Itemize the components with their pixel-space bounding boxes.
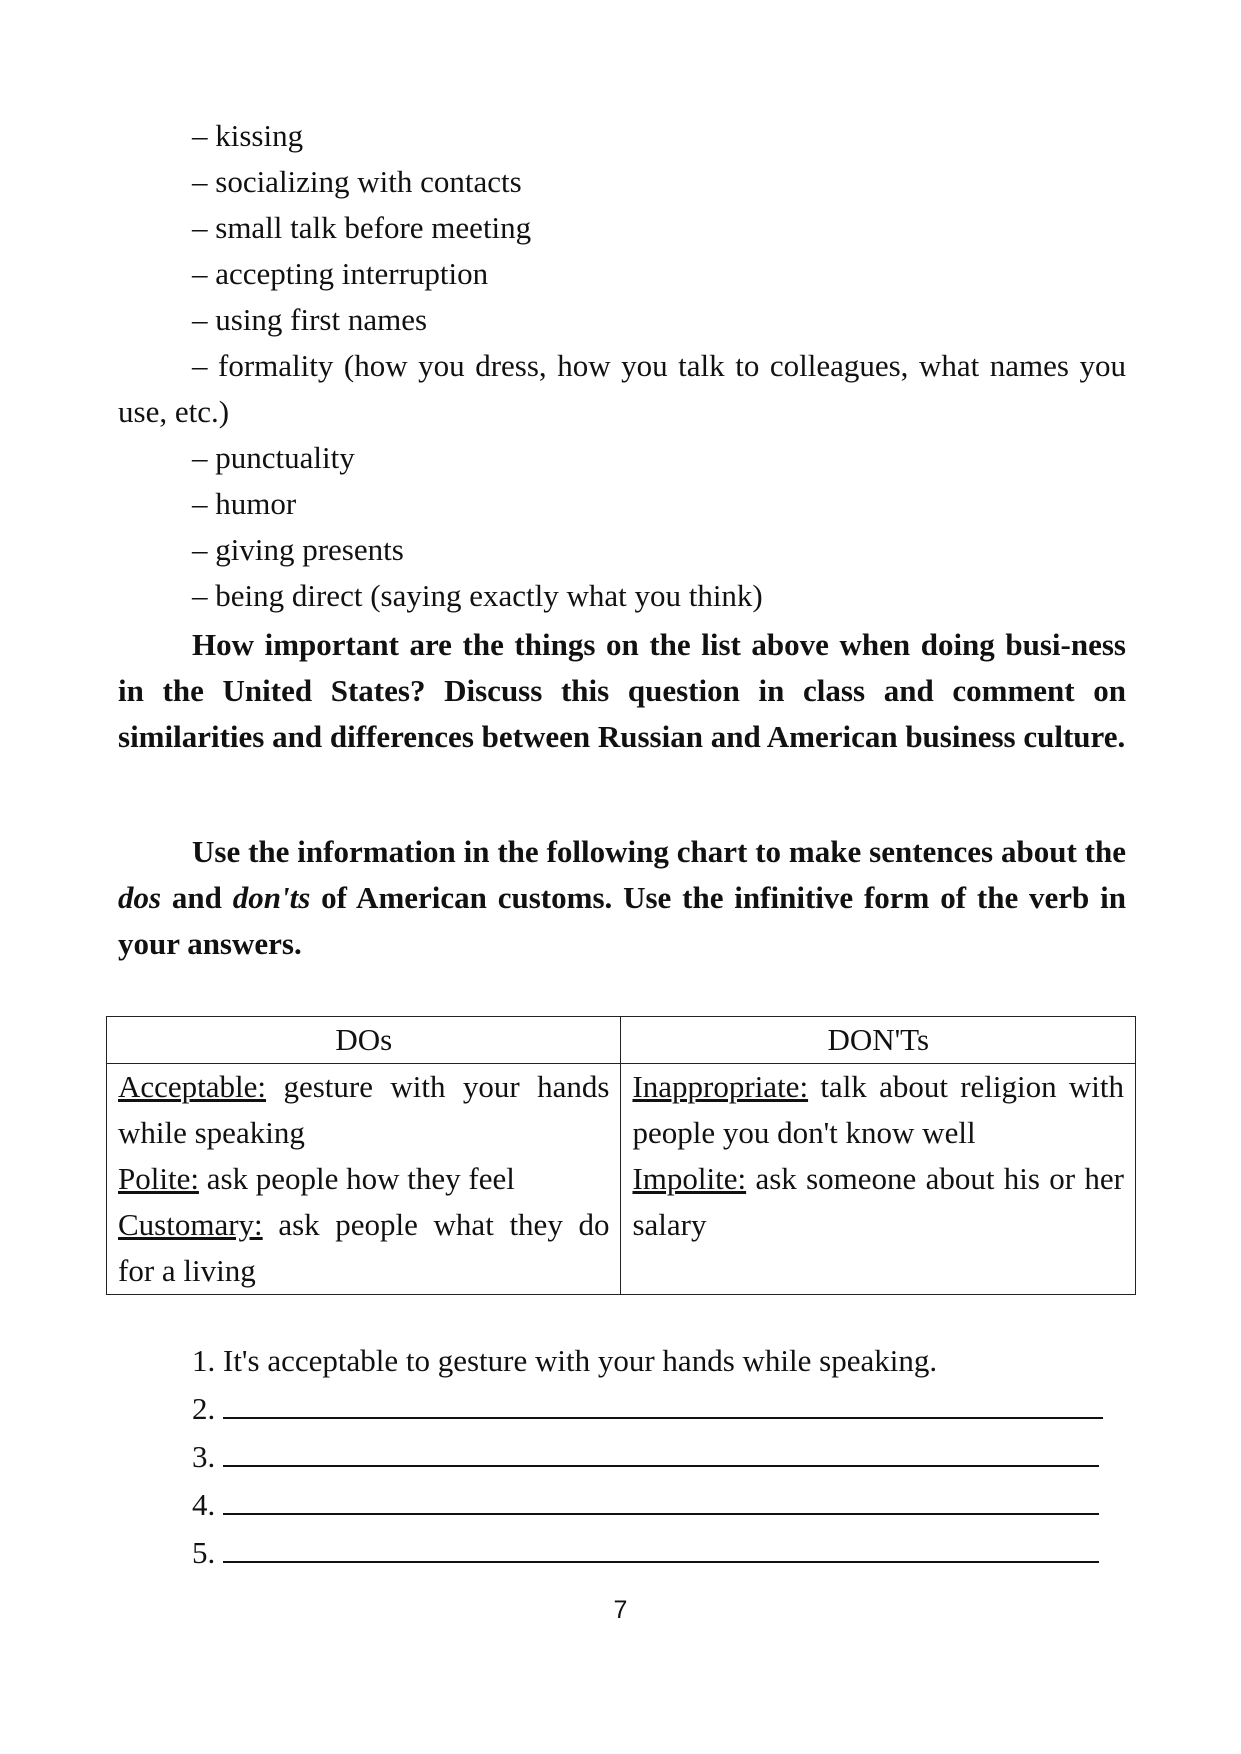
chart-instruction xyxy=(118,829,1126,967)
donts-cell xyxy=(621,1064,1136,1295)
answer-line xyxy=(192,1528,1122,1576)
list-item: – being direct (saying exactly what you think) xyxy=(192,578,763,613)
dos-donts-table xyxy=(106,1016,1136,1295)
entry-label: Customary: xyxy=(118,1207,263,1242)
list-item: – using first names xyxy=(192,302,428,337)
answer-line xyxy=(192,1432,1122,1480)
entry-text: ask someone about his or her salary xyxy=(632,1161,1124,1242)
entry-text: ask people what they do for a living xyxy=(118,1207,610,1288)
list-item: – accepting interruption xyxy=(192,256,489,291)
dos-cell xyxy=(107,1064,621,1295)
answer-line xyxy=(192,1338,1122,1384)
entry-label: Inappropriate: xyxy=(632,1069,809,1104)
answer-line xyxy=(192,1480,1122,1528)
dos-entry xyxy=(118,1156,609,1202)
answer-blank[interactable] xyxy=(223,1480,1099,1515)
list-item: – formality (how you dress, how you talk to colleagues, what names you use, etc.) xyxy=(118,348,1126,429)
answer-number: 4. xyxy=(192,1487,216,1522)
entry-label: Polite: xyxy=(118,1161,199,1196)
list-item: – kissing xyxy=(192,118,304,153)
dos-entry xyxy=(118,1064,609,1156)
entry-text: gesture with your hands while speaking xyxy=(118,1069,610,1150)
answer-text: It's acceptable to gesture with your hands while speaking. xyxy=(223,1343,938,1378)
answer-blank[interactable] xyxy=(223,1432,1099,1467)
donts-header: DON'Ts xyxy=(621,1017,1136,1064)
entry-text: ask people how they feel xyxy=(198,1161,515,1196)
list-item: – giving presents xyxy=(192,532,404,567)
answer-line xyxy=(192,1384,1122,1432)
answer-blank[interactable] xyxy=(223,1384,1103,1419)
entry-text: talk about religion with people you don't know well xyxy=(632,1069,1124,1150)
discussion-instruction: How important are the things on the list above when doing busi-ness in the United States? Discuss this question in class and comment on similarities and differences between Russian and American business culture. xyxy=(118,627,1126,754)
answer-number: 2. xyxy=(192,1391,216,1426)
instruction-donts: don'ts xyxy=(232,880,311,915)
dos-entry xyxy=(118,1202,609,1294)
answer-lines xyxy=(192,1338,1122,1576)
answer-number: 1. xyxy=(192,1343,216,1378)
customs-list xyxy=(118,113,1126,619)
instruction-text: Use the information in the following chart to make sentences about the xyxy=(192,834,1126,869)
list-item: – punctuality xyxy=(192,440,355,475)
instruction-and: and xyxy=(161,880,233,915)
list-item: – humor xyxy=(192,486,297,521)
entry-label: Impolite: xyxy=(632,1161,747,1196)
instruction-dos: dos xyxy=(118,880,162,915)
dos-header: DOs xyxy=(107,1017,621,1064)
entry-label: Acceptable: xyxy=(118,1069,267,1104)
instruction-text-end: of American customs. Use the infinitive form of the verb in your answers. xyxy=(118,880,1126,961)
page-number: 7 xyxy=(613,1596,628,1624)
donts-entry xyxy=(632,1156,1124,1248)
list-item: – socializing with contacts xyxy=(192,164,522,199)
answer-blank[interactable] xyxy=(223,1528,1099,1563)
list-item: – small talk before meeting xyxy=(192,210,532,245)
answer-number: 3. xyxy=(192,1439,216,1474)
donts-entry xyxy=(632,1064,1124,1156)
answer-number: 5. xyxy=(192,1535,216,1570)
